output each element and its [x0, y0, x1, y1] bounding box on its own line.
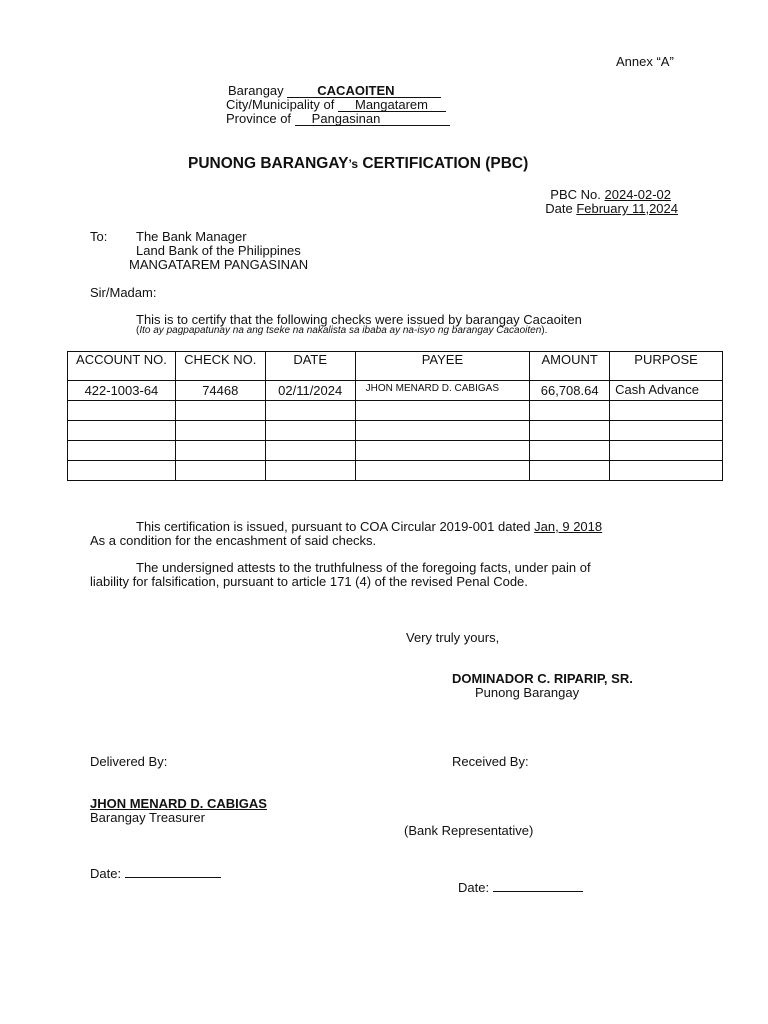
barangay-label: Barangay	[228, 83, 284, 98]
paragraph2-line1: The undersigned attests to the truthfulness of the foregoing facts, under pain of	[136, 560, 591, 575]
cell-purpose: Cash Advance	[610, 381, 723, 401]
pbc-date-line	[545, 201, 678, 216]
header-date: DATE	[265, 352, 355, 381]
paragraph1-date: Jan, 9 2018	[534, 519, 603, 534]
table-row-empty	[68, 441, 723, 461]
delivered-name: JHON MENARD D. CABIGAS	[90, 796, 267, 811]
pbc-number-line	[550, 187, 671, 202]
delivered-date-label: Date:	[90, 866, 122, 881]
cell-payee: JHON MENARD D. CABIGAS	[355, 381, 530, 401]
title-part1: PUNONG BARANGAY	[188, 155, 349, 172]
province-value: Pangasinan	[295, 112, 450, 126]
addressee-line3: MANGATAREM PANGASINAN	[129, 257, 309, 272]
title-part3: CERTIFICATION (PBC)	[358, 155, 529, 172]
pbc-date-label: Date	[545, 201, 573, 216]
delivered-date-blank	[125, 865, 221, 878]
pbc-number-value: 2024-02-02	[604, 187, 671, 202]
header-payee: PAYEE	[355, 352, 530, 381]
header-check: CHECK NO.	[175, 352, 265, 381]
certify-translation: (Ito ay pagpapatunay na ang tseke na nakalista sa ibaba ay na-isyo ng barangay Cacaoiten).	[136, 325, 548, 336]
cell-date: 02/11/2024	[265, 381, 355, 401]
pbc-number-label: PBC No.	[550, 187, 601, 202]
barangay-line	[228, 83, 441, 98]
province-line	[226, 111, 450, 126]
certify-text: This is to certify that the following checks were issued by barangay Cacaoiten	[136, 312, 582, 327]
received-date-blank	[493, 879, 583, 892]
city-value: Mangatarem	[338, 98, 446, 112]
city-line	[226, 97, 446, 112]
header-amount: AMOUNT	[530, 352, 610, 381]
addressee-line1: The Bank Manager	[136, 229, 247, 244]
annex-label: Annex “A”	[616, 54, 674, 69]
received-date-line	[458, 879, 583, 895]
paragraph2-line2: liability for falsification, pursuant to article 171 (4) of the revised Penal Code.	[90, 574, 528, 589]
to-label: To:	[90, 229, 108, 244]
received-label: Received By:	[452, 754, 529, 769]
paragraph1-line1	[136, 519, 602, 534]
certify-translation-text: Ito ay pagpapatunay na ang tseke na nakalista sa ibaba ay na-isyo ng barangay Cacaoiten	[139, 325, 542, 336]
received-position: (Bank Representative)	[404, 823, 534, 838]
table-row	[68, 381, 723, 401]
barangay-value: CACAOITEN	[287, 84, 441, 98]
closing: Very truly yours,	[406, 630, 500, 645]
header-account: ACCOUNT NO.	[68, 352, 176, 381]
received-date-label: Date:	[458, 880, 490, 895]
header-purpose: PURPOSE	[610, 352, 723, 381]
salutation: Sir/Madam:	[90, 285, 157, 300]
delivered-date-line	[90, 865, 221, 881]
table-row-empty	[68, 461, 723, 481]
delivered-label: Delivered By:	[90, 754, 168, 769]
signatory-position: Punong Barangay	[475, 685, 580, 700]
addressee-line2: Land Bank of the Philippines	[136, 243, 301, 258]
province-label: Province of	[226, 111, 292, 126]
delivered-position: Barangay Treasurer	[90, 810, 205, 825]
title-part2: ’s	[348, 157, 359, 171]
city-label: City/Municipality of	[226, 97, 335, 112]
paragraph1-line2: As a condition for the encashment of said checks.	[90, 533, 377, 548]
table-row-empty	[68, 421, 723, 441]
table-row-empty	[68, 401, 723, 421]
cell-check: 74468	[175, 381, 265, 401]
cell-account: 422-1003-64	[68, 381, 176, 401]
checks-table	[67, 351, 723, 481]
paragraph1-text: This certification is issued, pursuant to COA Circular 2019-001 dated	[136, 519, 531, 534]
table-header-row	[68, 352, 723, 381]
cell-amount: 66,708.64	[530, 381, 610, 401]
signatory-name: DOMINADOR C. RIPARIP, SR.	[452, 671, 633, 686]
document-title	[188, 155, 528, 173]
pbc-date-value: February 11,2024	[576, 201, 678, 216]
